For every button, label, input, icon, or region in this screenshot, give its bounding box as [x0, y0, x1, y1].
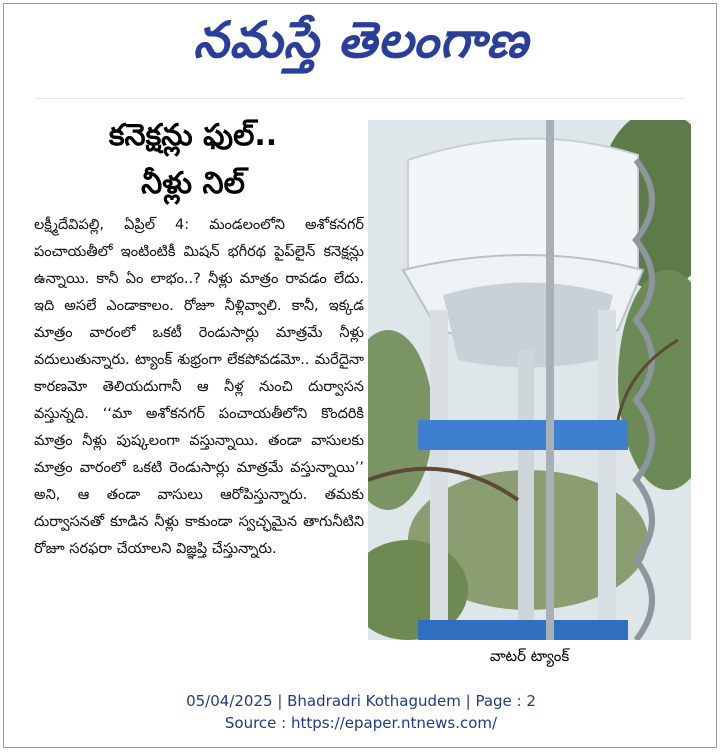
masthead-divider: [36, 98, 684, 99]
footer-source: Source : https://epaper.ntnews.com/: [224, 714, 498, 732]
article-body: [34, 212, 364, 563]
masthead: [0, 2, 722, 88]
water-tank-photo: [368, 120, 691, 640]
photo-caption: వాటర్ ట్యాంక్: [489, 647, 570, 665]
footer-date-edition: 05/04/2025 | Bhadradri Kothagudem | Page : 2: [186, 692, 536, 710]
masthead-title: నమస్తే తెలంగాణ: [193, 11, 529, 69]
page-footer: [0, 690, 722, 734]
headline-line-2: నీళ్లు నిల్: [141, 166, 245, 201]
headline-line-1: కనెక్షన్లు ఫుల్..: [108, 118, 278, 153]
article-text: లక్ష్మీదేవిపల్లి, ఏప్రిల్ 4: మండలంలోని అశోకనగర్ పంచాయతీలో ఇంటింటికీ మిషన్ భగీరథ పైప్‌లైన్ కనెక్షన్లు ఉన్నాయి. కానీ ఏం లాభం..? నీళ్లు మాత్రం రావడం లేదు. ఇది అసలే ఎండాకాలం. రోజూ నీళ్లివ్వాలి. కానీ, ఇక్కడ మాత్రం వారంలో ఒకటీ రెండుసార్లు మాత్రమే నీళ్లు వదులుతున్నారు. ట్యాంక్ శుభ్రంగా లేకపోవడమో.. మరేదైనా కారణమో తెలియదుగానీ ఆ నీళ్ల నుంచి దుర్వాసన వస్తున్నది. ‘‘మా అశోకనగర్ పంచాయతీలోని కొందరికి మాత్రం నీళ్లు పుష్కలంగా వస్తున్నాయి. తండా వాసులకు మాత్రం వారంలో ఒకటి రెండుసార్లు మాత్రమే వస్తున్నాయి’’ అని, ఆ తండా వాసులు ఆరోపిస్తున్నారు. తమకు దుర్వాసనతో కూడిన నీళ్లు కాకుండా స్వచ్ఛమైన తాగునీటిని రోజూ సరఫరా చేయాలని విజ్ఞప్తి చేస్తున్నారు.: [34, 217, 364, 557]
headline: [20, 112, 366, 208]
